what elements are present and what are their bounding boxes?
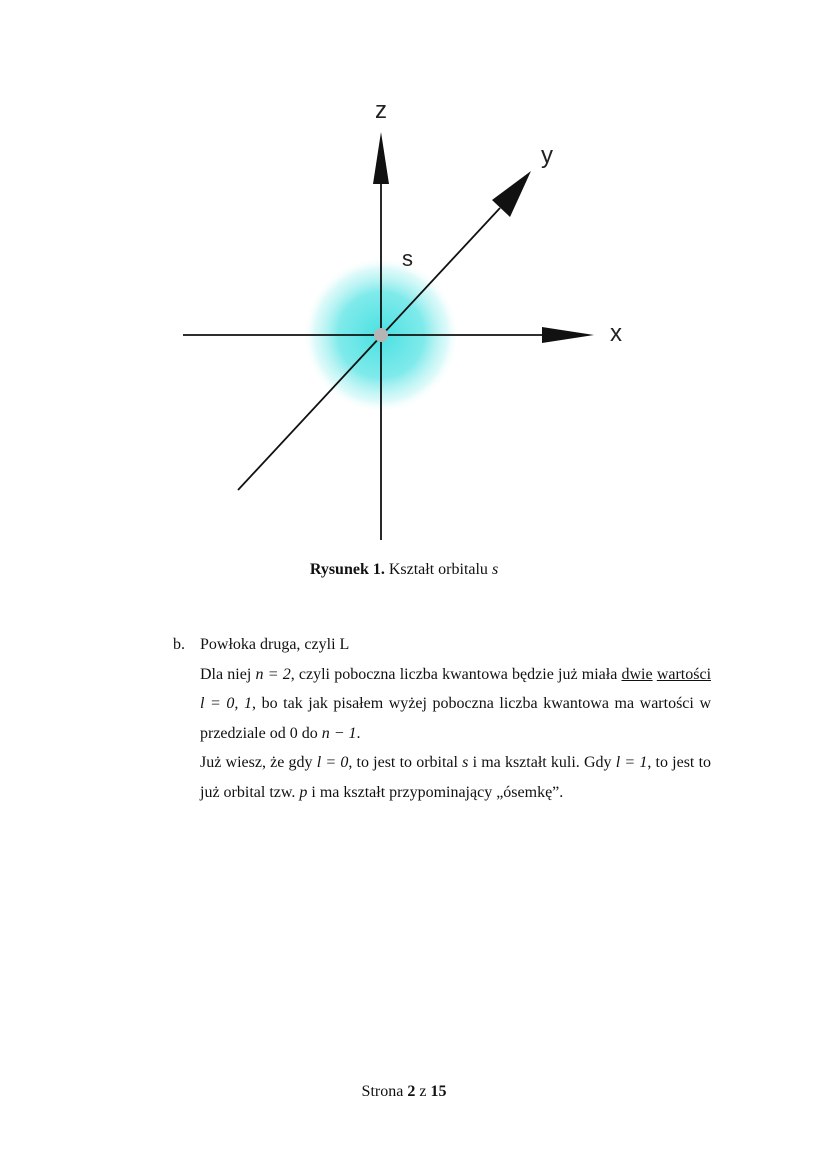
caption-number: Rysunek 1. xyxy=(309,561,385,578)
equation-l-1: l = 1 xyxy=(615,754,648,771)
equation-l: l = 0, 1 xyxy=(200,695,252,712)
p2-text-1: Już wiesz, że gdy xyxy=(200,754,313,771)
footer-total-pages: 15 xyxy=(430,1083,447,1100)
equation-n-minus-1: n − 1 xyxy=(321,724,357,742)
z-axis-label: z xyxy=(375,97,387,124)
variable-s: s xyxy=(462,754,469,771)
p1-text-1: Dla niej xyxy=(200,665,252,683)
y-axis-label: y xyxy=(541,142,553,169)
orbital-label: s xyxy=(402,246,413,271)
variable-p: p xyxy=(299,783,308,801)
paragraph-1 xyxy=(173,660,711,749)
underlined-word-1: dwie xyxy=(621,665,653,683)
z-axis-arrow xyxy=(373,132,389,184)
page-footer xyxy=(0,1083,808,1101)
figure-caption xyxy=(0,561,808,579)
x-axis-arrow xyxy=(542,327,594,343)
caption-text: Kształt orbitalu xyxy=(388,561,488,578)
footer-page-number: 2 xyxy=(407,1083,416,1100)
p2-text-2: , to jest to orbital xyxy=(348,754,458,771)
section-item-b xyxy=(173,630,711,807)
nucleus-dot xyxy=(374,328,388,342)
underlined-word-2: wartości xyxy=(656,665,712,683)
p1-text-4: . xyxy=(356,724,361,742)
equation-n: n = 2 xyxy=(255,665,291,683)
item-heading: Powłoka druga, czyli L xyxy=(200,636,350,653)
footer-middle: z xyxy=(419,1083,427,1100)
equation-l-0: l = 0 xyxy=(316,754,349,771)
p2-text-5: i ma kształt przypominający „ósemkę”. xyxy=(311,783,564,801)
list-marker: b. xyxy=(173,636,185,653)
paragraph-2 xyxy=(173,748,711,807)
y-axis-line xyxy=(238,208,500,490)
list-item-heading xyxy=(173,630,711,660)
orbital-figure xyxy=(170,96,634,542)
footer-prefix: Strona xyxy=(361,1083,404,1100)
caption-variable: s xyxy=(491,561,499,578)
p1-text-2: , czyli poboczna liczba kwantowa będzie już miała xyxy=(290,665,618,683)
p2-text-3: i ma kształt kuli. Gdy xyxy=(472,754,612,771)
p1-text-3: , bo tak jak pisałem wyżej poboczna liczba kwantowa ma wartości w przedziale od 0 do xyxy=(200,695,711,742)
orbital-diagram xyxy=(170,96,634,542)
p2-text-4: , to jest to już orbital tzw. xyxy=(200,754,712,801)
x-axis-label: x xyxy=(610,320,622,347)
